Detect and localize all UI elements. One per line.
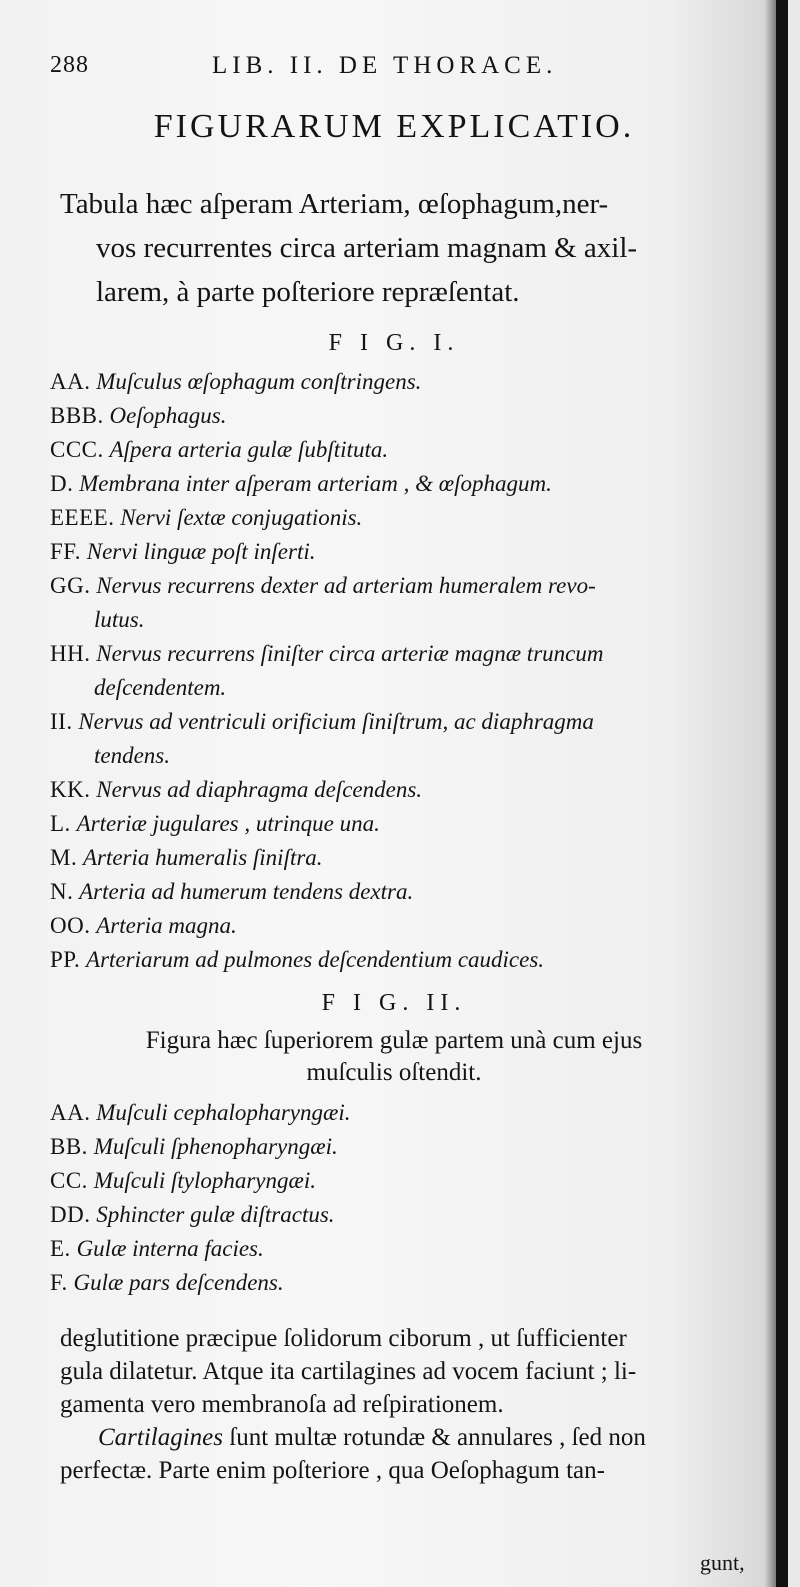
legend-item — [50, 1232, 760, 1266]
legend-key: L. — [50, 811, 71, 836]
fig2-legend — [50, 1096, 760, 1300]
legend-key: OO. — [50, 913, 91, 938]
legend-text: Membrana inter aſperam arteriam , & œſophagum. — [79, 471, 552, 496]
legend-text: Muſculus œſophagum conſtringens. — [96, 369, 422, 394]
legend-text: Arteria humeralis ſiniſtra. — [82, 845, 323, 870]
legend-key: N. — [50, 879, 74, 904]
fig2-heading: F I G. II. — [321, 990, 467, 1016]
legend-item-continuation — [50, 603, 760, 637]
legend-key: FF. — [50, 539, 81, 564]
page-title: FIGURARUM EXPLICATIO. — [153, 108, 635, 145]
running-head — [50, 52, 750, 92]
legend-text: Muſculi ſtylopharyngæi. — [93, 1168, 316, 1193]
legend-text: lutus. — [94, 607, 145, 632]
legend-item — [50, 773, 760, 807]
legend-item — [50, 841, 760, 875]
legend-text: Arteriæ jugulares , utrinque una. — [76, 811, 380, 836]
legend-key: HH. — [50, 641, 91, 666]
legend-key: II. — [50, 709, 73, 734]
legend-item — [50, 433, 760, 467]
legend-text: Nervus recurrens dexter ad arteriam humeralem revo- — [96, 573, 596, 598]
legend-key: PP. — [50, 947, 81, 972]
body-line: gula dilatetur. Atque ita cartilagines ad vocem faciunt ; li- — [60, 1358, 637, 1385]
legend-key: E. — [50, 1236, 71, 1261]
fig1-heading: F I G. I. — [328, 330, 460, 356]
legend-key: GG. — [50, 573, 91, 598]
legend-text: Arteria ad humerum tendens dextra. — [79, 879, 414, 904]
legend-text: Gulæ pars deſcendens. — [73, 1270, 284, 1295]
legend-item-continuation — [50, 739, 760, 773]
legend-text: Muſculi cephalopharyngæi. — [96, 1100, 351, 1125]
legend-text: deſcendentem. — [94, 675, 227, 700]
body-line: perfectæ. Parte enim poſteriore , qua Oeſophagum tan- — [60, 1457, 605, 1484]
legend-item — [50, 1164, 760, 1198]
legend-key: CC. — [50, 1168, 88, 1193]
intro-line: vos recurrentes circa arteriam magnam & axil- — [96, 232, 638, 264]
legend-key: BB. — [50, 1134, 88, 1159]
page-number: 288 — [50, 52, 89, 78]
legend-text: Oeſophagus. — [109, 403, 227, 428]
legend-text: Sphincter gulæ diſtractus. — [96, 1202, 335, 1227]
legend-item — [50, 807, 760, 841]
legend-key: D. — [50, 471, 74, 496]
catchword: gunt, — [700, 1550, 745, 1575]
legend-key: AA. — [50, 1100, 91, 1125]
intro-paragraph — [60, 182, 750, 314]
intro-line: Tabula hæc aſperam Arteriam, œſophagum,ner- — [60, 188, 609, 220]
body-italic-word: Cartilagines — [98, 1424, 224, 1451]
legend-text: Nervus recurrens ſiniſter circa arteriæ magnæ truncum — [96, 641, 604, 666]
legend-item — [50, 467, 760, 501]
legend-item — [50, 365, 760, 399]
legend-text: tendens. — [94, 743, 171, 768]
legend-item — [50, 637, 760, 671]
body-line: gamenta vero membranoſa ad reſpirationem. — [60, 1391, 504, 1418]
fig1-legend — [50, 365, 760, 977]
page-edge-shadow — [776, 0, 788, 1587]
legend-item — [50, 705, 760, 739]
legend-key: F. — [50, 1270, 68, 1295]
body-text — [60, 1322, 760, 1487]
legend-key: AA. — [50, 369, 91, 394]
body-line: deglutitione præcipue ſolidorum ciborum , ut ſufficienter — [60, 1325, 627, 1352]
legend-item — [50, 1198, 760, 1232]
legend-text: Muſculi ſphenopharyngæi. — [93, 1134, 338, 1159]
legend-item — [50, 535, 760, 569]
legend-key: DD. — [50, 1202, 91, 1227]
legend-item — [50, 501, 760, 535]
legend-item — [50, 1130, 760, 1164]
legend-text: Nervus ad ventriculi orificium ſiniſtrum, ac diaphragma — [78, 709, 594, 734]
legend-key: M. — [50, 845, 78, 870]
fig2-description — [0, 1025, 788, 1089]
legend-text: Nervi linguæ poſt inſerti. — [86, 539, 316, 564]
fig2-description-line: Figura hæc ſuperiorem gulæ partem unà cum ejus — [145, 1027, 643, 1054]
legend-key: KK. — [50, 777, 91, 802]
legend-item — [50, 399, 760, 433]
legend-item — [50, 875, 760, 909]
legend-text: Gulæ interna facies. — [76, 1236, 264, 1261]
legend-text: Nervi ſextæ conjugationis. — [120, 505, 363, 530]
running-title: LIB. II. DE THORACE. — [212, 52, 558, 79]
body-line-rest: ſunt multæ rotundæ & annulares , ſed non — [223, 1424, 646, 1451]
legend-item — [50, 909, 760, 943]
legend-item — [50, 1096, 760, 1130]
legend-key: EEEE. — [50, 505, 115, 530]
legend-key: BBB. — [50, 403, 104, 428]
body-line — [60, 1421, 760, 1454]
legend-text: Nervus ad diaphragma deſcendens. — [96, 777, 423, 802]
legend-text: Arteria magna. — [96, 913, 237, 938]
legend-key: CCC. — [50, 437, 104, 462]
legend-item-continuation — [50, 671, 760, 705]
legend-item — [50, 943, 760, 977]
legend-text: Arteriarum ad pulmones deſcendentium caudices. — [86, 947, 545, 972]
legend-item — [50, 1266, 760, 1300]
legend-item — [50, 569, 760, 603]
legend-text: Aſpera arteria gulæ ſubſtituta. — [109, 437, 389, 462]
intro-line: larem, à parte poſteriore repræſentat. — [96, 276, 520, 308]
fig2-description-line: muſculis oſtendit. — [306, 1059, 482, 1086]
